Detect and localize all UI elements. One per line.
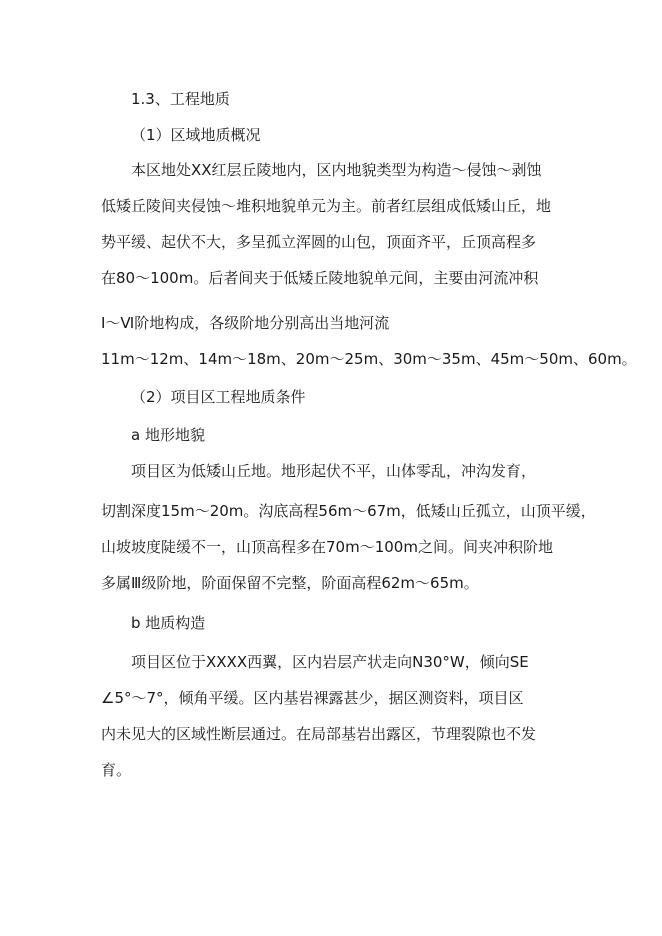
part-b-line-3: 内未见大的区域性断层通过。在局部基岩出露区，节理裂隙也不发: [101, 725, 537, 743]
section-heading: 1.3、工程地质: [131, 90, 230, 108]
subsection-1-line-4: 在80～100m。后者间夹于低矮丘陵地貌单元间，主要由河流冲积: [101, 269, 539, 287]
subsection-1-line-1: 本区地处XX红层丘陵地内，区内地貌类型为构造～侵蚀～剥蚀: [131, 161, 542, 179]
part-b-line-1: 项目区位于XXXX西翼，区内岩层产状走向N30°W，倾向SE: [131, 653, 529, 671]
part-a-line-2: 切割深度15m～20m。沟底高程56m～67m，低矮山丘孤立，山顶平缓，: [101, 502, 596, 520]
part-a-line-4: 多属Ⅲ级阶地，阶面保留不完整，阶面高程62m～65m。: [101, 574, 479, 592]
subsection-1-line-3: 势平缓、起伏不大，多呈孤立浑圆的山包，顶面齐平，丘顶高程多: [101, 233, 537, 251]
part-a-line-3: 山坡坡度陡缓不一，山顶高程多在70m～100m之间。间夹冲积阶地: [101, 538, 553, 556]
part-b-line-4: 育。: [101, 761, 132, 779]
part-a-title: a 地形地貌: [131, 426, 205, 444]
subsection-1-line-5: Ⅰ～Ⅵ阶地构成，各级阶地分别高出当地河流: [101, 314, 390, 332]
subsection-2-title: （2）项目区工程地质条件: [131, 388, 306, 406]
subsection-1-line-6: 11m～12m、14m～18m、20m～25m、30m～35m、45m～50m、60m。: [101, 350, 637, 368]
part-a-line-1: 项目区为低矮山丘地。地形起伏不平，山体零乱，冲沟发育，: [131, 462, 537, 480]
subsection-1-line-2: 低矮丘陵间夹侵蚀～堆积地貌单元为主。前者红层组成低矮山丘，地: [101, 197, 552, 215]
part-b-title: b 地质构造: [131, 614, 206, 632]
subsection-1-title: （1）区域地质概况: [131, 126, 261, 144]
part-b-line-2: ∠5°～7°，倾角平缓。区内基岩裸露甚少，据区测资料，项目区: [101, 689, 524, 707]
